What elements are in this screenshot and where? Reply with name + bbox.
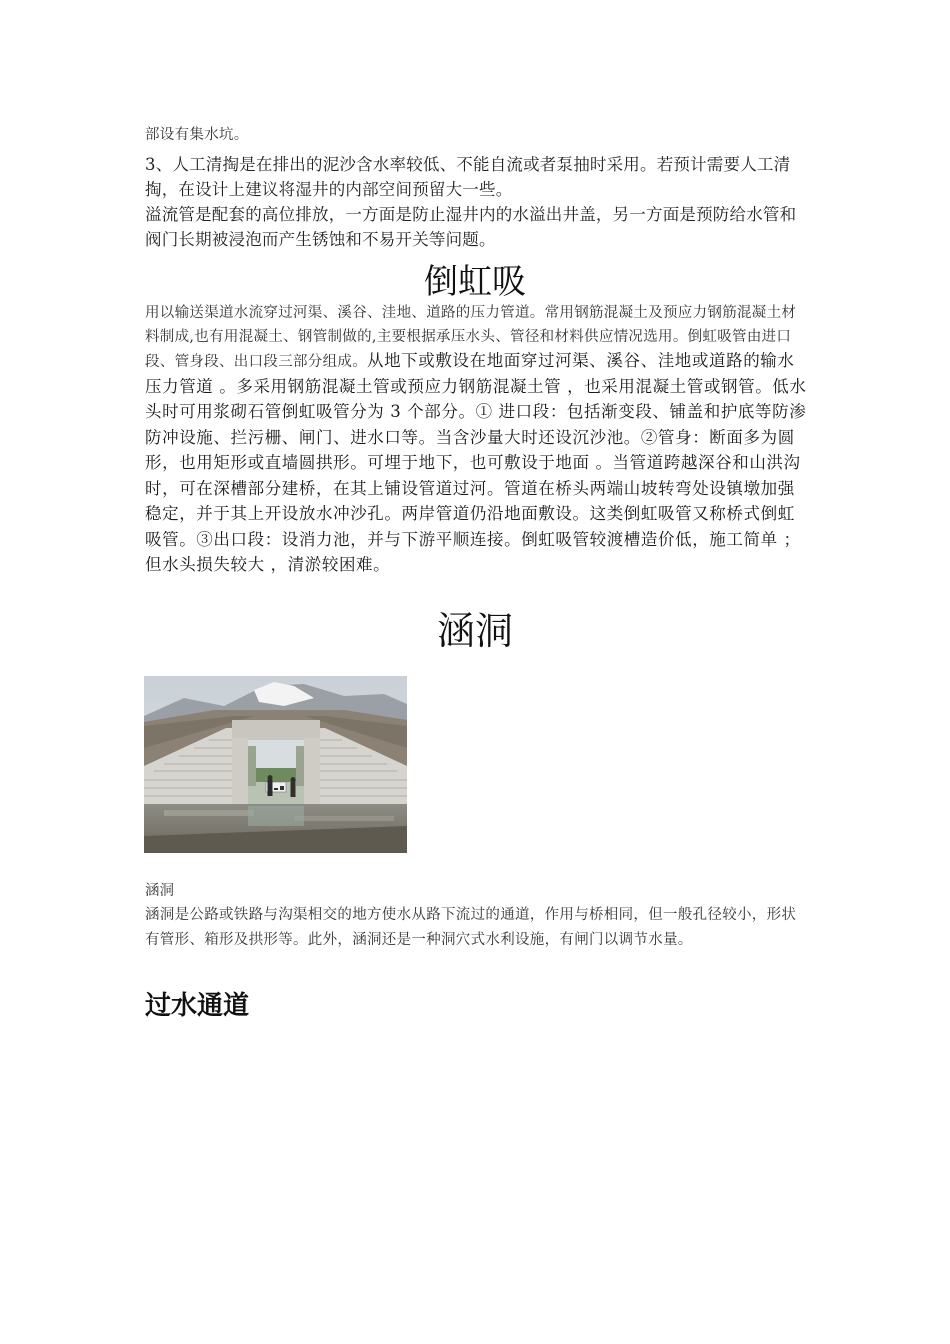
culvert-photo [144,676,407,853]
paragraph-culvert: 涵洞是公路或铁路与沟渠相交的地方使水从路下流过的通道，作用与桥相同，但一般孔径较小，形状有管形、箱形及拱形等。此外，涵洞还是一种洞穴式水利设施，有闸门以调节水量。 [145,907,797,948]
heading-culvert: 涵洞 [436,609,513,653]
heading-water-passage: 过水通道 [145,991,250,1021]
heading-inverted-siphon: 倒虹吸 [424,262,526,302]
paragraph-overflow-pipe: 溢流管是配套的高位排放，一方面是防止湿井内的水溢出井盖，另一方面是预防给水管和阀门长期被浸泡而产生锈蚀和不易开关等问题。 [145,205,797,249]
siphon-detail-text: 从地下或敷设在地面穿过河渠、溪谷、洼地或道路的输水压力管道 。多采用钢筋混凝土管或预应力钢筋混凝土管 ，也采用混凝土管或钢管。低水头时可用浆砌石管倒虹吸管分为 3 个部分。① 进口段：包括渐变段、铺盖和护底等防渗防冲设施、拦污栅、闸门、进水口等。当含沙量大时还设沉沙池。②管身：断面多为圆形，也用矩形或直墙圆拱形。可埋于地下，也可敷设于地面 。当管道跨越深谷和山洪沟时，可在深槽部分建桥，在其上铺设管道过河。管道在桥头两端山坡转弯处设镇墩加强稳定，并于其上开设放水冲沙孔。两岸管道仍沿地面敷设。这类倒虹吸管又称桥式倒虹吸管。③出口段：设消力池，并与下游平顺连接。倒虹吸管较渡槽造价低，施工简单 ；但水头损失较大 ，清淤较困难。 [145,351,807,574]
paragraph-siphon-intro [145,302,807,579]
photo-caption: 涵洞 [145,883,174,899]
paragraph-manual-cleaning: 3、人工清掏是在排出的泥沙含水率较低、不能自流或者泵抽时采用。若预计需要人工清掏，在设计上建议将湿井的内部空间预留大一些。 [145,155,791,199]
paragraph-sump: 部设有集水坑。 [145,127,249,143]
siphon-intro-text: 用以输送渠道水流穿过河渠、溪谷、洼地、道路的压力管道。常用钢筋混凝土及预应力钢筋混凝土材料制成,也有用混凝土、钢管制做的,主要根据承压水头、管径和材料供应情况选用。倒虹吸管由进口段、管身段、出口段三部分组成。 [145,305,797,370]
